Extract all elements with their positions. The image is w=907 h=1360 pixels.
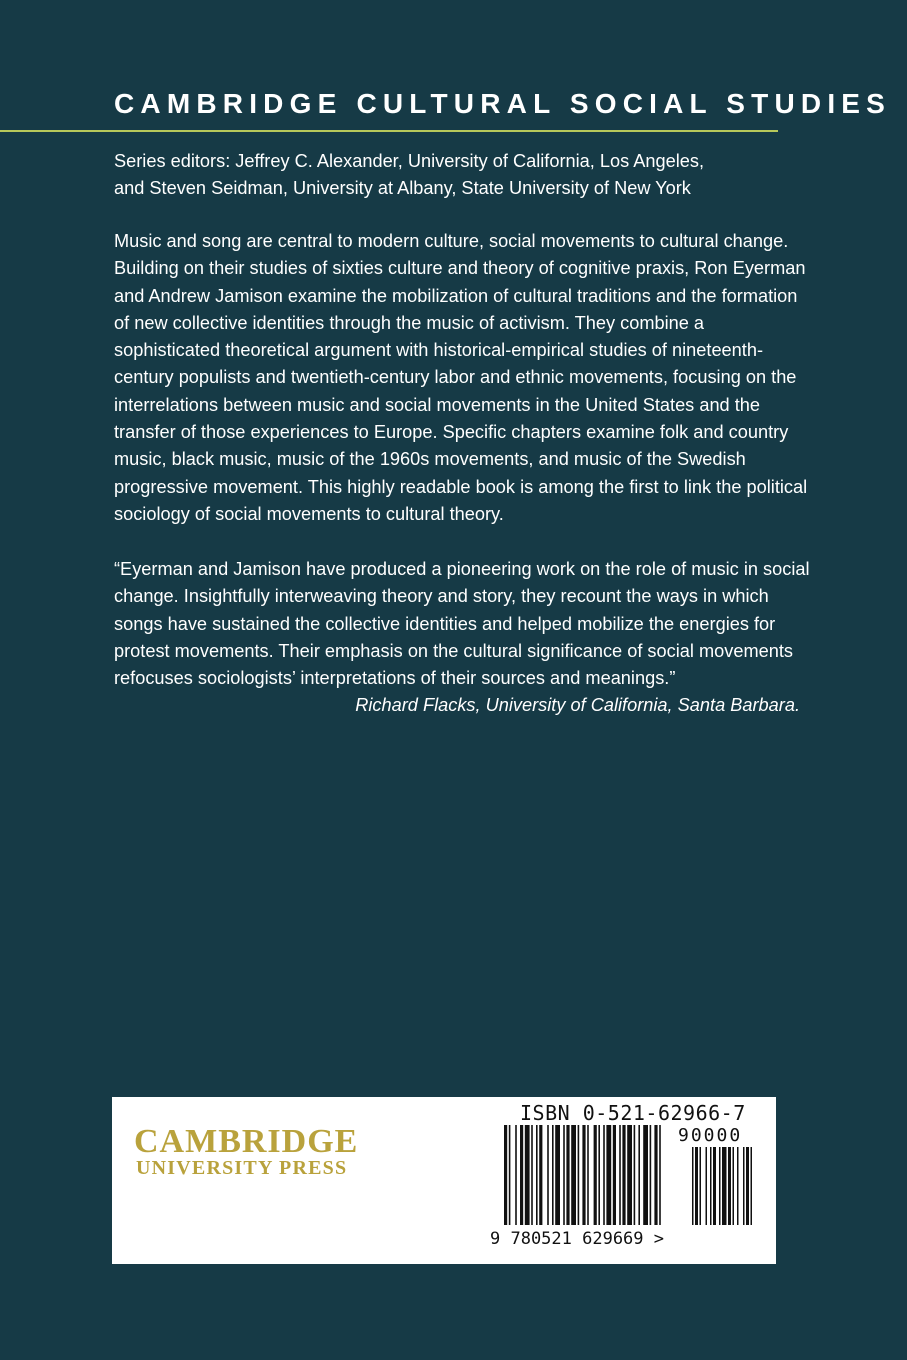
book-description: Music and song are central to modern culture, social movements to cultural change. Building on their studies of sixties culture and theory of cognitive praxis, Ron Eyerman and Andrew Jamison examine the mobilization of cultural traditions and the formation of new collective identities through the music of activism. They combine a sophisticated theoretical argument with historical-empirical studies of nineteenth-century populists and twentieth-century labor and ethnic movements, focusing on the interrelations between music and social movements in the United States and the transfer of those experiences to Europe. Specific chapters examine folk and country music, black music, music of the 1960s movements, and music of the Swedish progressive movement. This highly readable book is among the first to link the political sociology of social movements to cultural theory. [114, 231, 808, 524]
series-editors-line-1: Series editors: Jeffrey C. Alexander, University of California, Los Angeles, [114, 151, 705, 171]
series-title: CAMBRIDGE CULTURAL SOCIAL STUDIES [114, 88, 892, 119]
review-quote [114, 556, 814, 720]
publisher-name: CAMBRIDGE [134, 1123, 359, 1160]
title-rule [0, 130, 778, 132]
publisher-subname: UNIVERSITY PRESS [136, 1157, 348, 1179]
quote-text: “Eyerman and Jamison have produced a pioneering work on the role of music in social change. Insightfully interweaving theory and story, they recount the ways in which songs have sustained the collective identities and helped mobilize the energies for protest movements. Their emphasis on the cultural significance of social movements refocuses sociologists’ interpretations of their sources and meanings.” [114, 559, 810, 689]
series-editors [114, 148, 834, 202]
isbn-text: ISBN 0-521-62966-7 [520, 1101, 746, 1125]
imprint-box [112, 1097, 776, 1264]
series-editors-line-2: and Steven Seidman, University at Albany, State University of New York [114, 178, 691, 198]
barcode-digits: 9 780521 629669 > [490, 1229, 664, 1249]
price-code: 90000 [678, 1125, 743, 1146]
quote-attribution: Richard Flacks, University of California, Santa Barbara. [355, 695, 800, 716]
